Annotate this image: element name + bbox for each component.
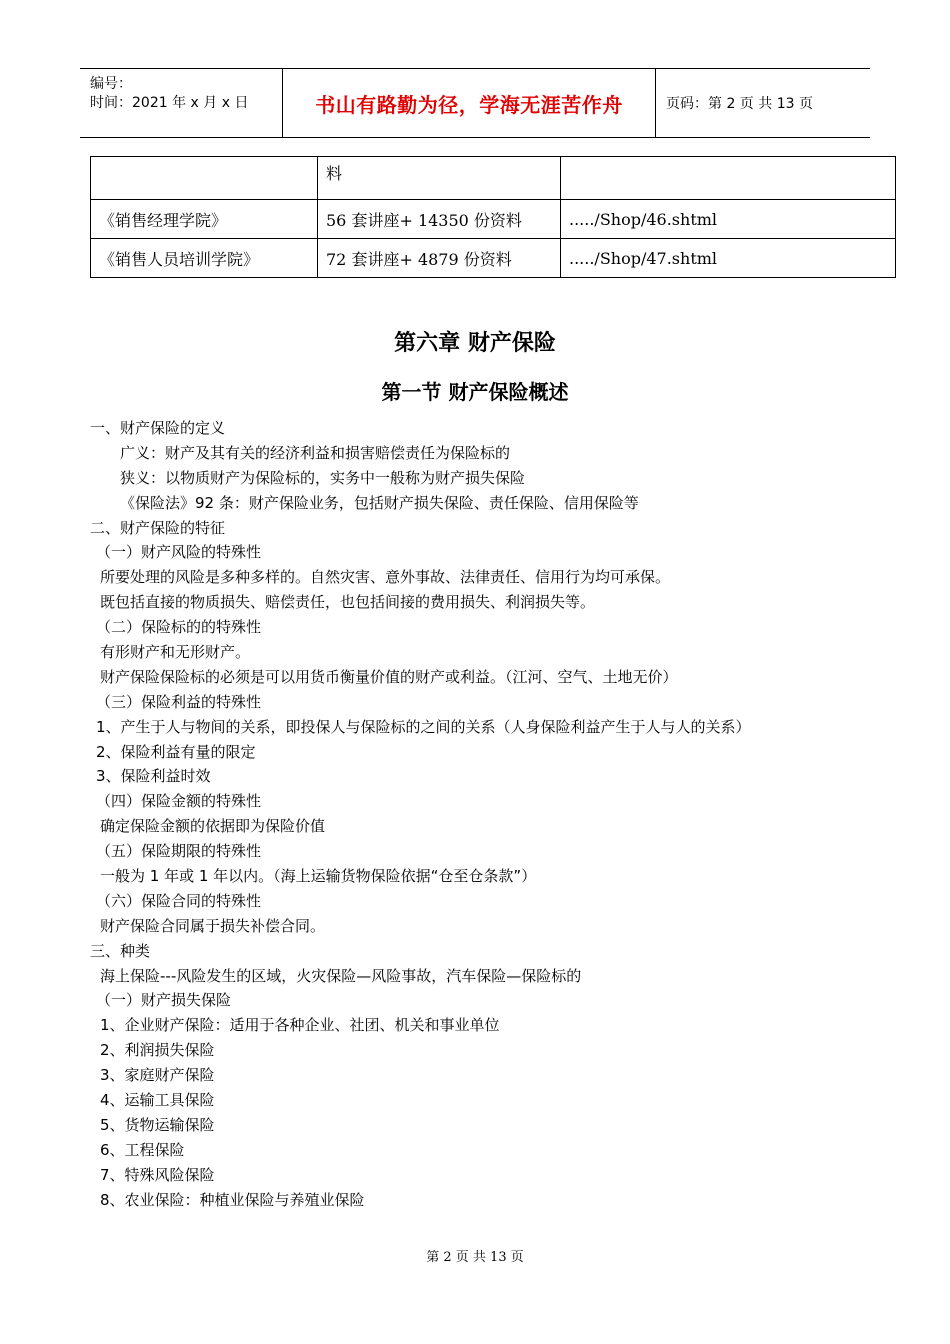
text-line: 财产保险保险标的必须是可以用货币衡量价值的财产或利益。（江河、空气、土地无价）: [100, 667, 678, 686]
table-row: [91, 200, 896, 239]
list-item: 4、运输工具保险: [100, 1091, 215, 1110]
header-motto-cell: [282, 69, 656, 137]
header-meta-cell: [80, 69, 282, 137]
table-cell: 56 套讲座+ 14350 份资料: [318, 200, 561, 239]
list-item: 7、特殊风险保险: [100, 1165, 215, 1184]
list-item: 3、家庭财产保险: [100, 1066, 215, 1085]
motto-text: 书山有路勤为径，学海无涯苦作舟: [315, 92, 623, 117]
page-header: [80, 68, 870, 138]
subheading: （三）保险利益的特殊性: [96, 692, 262, 711]
text-line: 海上保险---风险发生的区域，火灾保险—风险事故，汽车保险—保险标的: [100, 966, 582, 985]
table-cell-link: ...../Shop/47.shtml: [561, 239, 896, 278]
body-content: [90, 416, 890, 1213]
list-item: 6、工程保险: [100, 1140, 185, 1159]
number-label: 编号：: [90, 76, 132, 92]
section-title: 第一节 财产保险概述: [381, 380, 569, 404]
text-line: 有形财产和无形财产。: [100, 643, 251, 662]
text-line: 确定保险金额的依据即为保险价值: [100, 817, 326, 836]
page-footer: 第 2 页 共 13 页: [426, 1250, 524, 1265]
text-line: 一般为 1 年或 1 年以内。（海上运输货物保险依据“仓至仓条款”）: [100, 867, 537, 886]
text-line: 1、产生于人与物间的关系，即投保人与保险标的之间的关系（人身保险利益产生于人与人的关系）: [96, 717, 751, 736]
list-item: 5、货物运输保险: [100, 1115, 215, 1134]
text-line: 2、保险利益有量的限定: [96, 742, 256, 761]
heading-definition: 一、财产保险的定义: [90, 419, 226, 437]
heading-types: 三、种类: [90, 941, 151, 960]
text-line: 狭义：以物质财产为保险标的，实务中一般称为财产损失保险: [120, 468, 526, 487]
chapter-title: 第六章 财产保险: [394, 331, 556, 356]
table-cell: 《销售人员培训学院》: [91, 239, 318, 278]
heading-features: 二、财产保险的特征: [90, 518, 226, 537]
text-line: 既包括直接的物质损失、赔偿责任，也包括间接的费用损失、利润损失等。: [100, 593, 596, 612]
subheading: （一）财产损失保险: [96, 991, 232, 1010]
table-cell: [91, 157, 318, 200]
text-line: 3、保险利益时效: [96, 767, 211, 786]
header-page-cell: [656, 69, 870, 137]
table-cell-link: ...../Shop/46.shtml: [561, 200, 896, 239]
subheading: （五）保险期限的特殊性: [96, 842, 262, 861]
table-cell: 《销售经理学院》: [91, 200, 318, 239]
table-row: [91, 239, 896, 278]
text-line: 《保险法》92 条：财产保险业务，包括财产损失保险、责任保险、信用保险等: [120, 493, 639, 512]
page-info: 页码：第 2 页 共 13 页: [666, 96, 813, 112]
text-line: 财产保险合同属于损失补偿合同。: [100, 916, 326, 935]
subheading: （二）保险标的的特殊性: [96, 618, 262, 637]
catalog-table: [90, 156, 896, 278]
table-cell: 料: [318, 157, 561, 200]
time-label: 时间：2021 年 x 月 x 日: [90, 95, 249, 111]
list-item: 8、农业保险：种植业保险与养殖业保险: [100, 1190, 365, 1209]
text-line: 广义：财产及其有关的经济利益和损害赔偿责任为保险标的: [120, 443, 511, 462]
list-item: 1、企业财产保险：适用于各种企业、社团、机关和事业单位: [100, 1016, 500, 1035]
table-cell: 72 套讲座+ 4879 份资料: [318, 239, 561, 278]
list-item: 2、利润损失保险: [100, 1041, 215, 1060]
table-row: [91, 157, 896, 200]
text-line: 所要处理的风险是多种多样的。自然灾害、意外事故、法律责任、信用行为均可承保。: [100, 568, 671, 587]
subheading: （四）保险金额的特殊性: [96, 792, 262, 811]
subheading: （一）财产风险的特殊性: [96, 543, 262, 562]
subheading: （六）保险合同的特殊性: [96, 891, 262, 910]
table-cell: [561, 157, 896, 200]
